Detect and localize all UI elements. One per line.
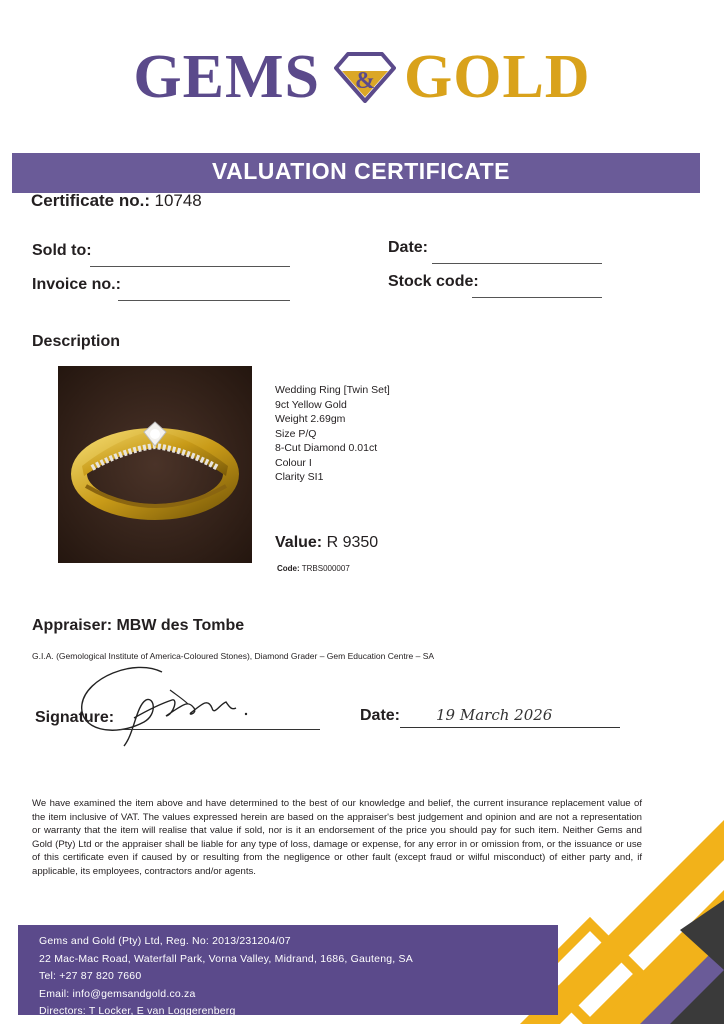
description-line: Wedding Ring [Twin Set]	[275, 384, 390, 396]
footer-line: Gems and Gold (Pty) Ltd, Reg. No: 2013/231204/07	[39, 935, 291, 947]
company-footer	[18, 925, 558, 1015]
ring-image-icon	[58, 366, 252, 563]
description-list	[275, 383, 390, 485]
footer-line: Email: info@gemsandgold.co.za	[39, 987, 196, 1000]
stock-code-label: Stock code:	[388, 273, 479, 290]
certificate-number-value: 10748	[154, 191, 202, 210]
invoice-line	[118, 300, 290, 301]
date-line	[432, 263, 602, 264]
stock-code-line	[472, 297, 602, 298]
description-line: 9ct Yellow Gold	[275, 398, 347, 411]
title-banner	[12, 153, 700, 193]
appraiser-credentials: G.I.A. (Gemological Institute of America-Coloured Stones), Diamond Grader – Gem Education Centre – SA	[32, 651, 435, 661]
value-label: Value:	[275, 534, 323, 551]
description-line: Colour I	[275, 456, 312, 469]
logo-ampersand: &	[355, 68, 375, 94]
footer-line: Tel: +27 87 820 7660	[39, 970, 142, 982]
sold-to-label: Sold to:	[32, 242, 92, 259]
disclaimer-text: We have examined the item above and have determined to the best of our knowledge and belief, the current insurance replacement value of the item inclusive of VAT. The values expressed herein are based on the appraiser's best judgement and opinion and are not a representation or warranty that the item will realise that value if sold, nor is it an endorsement of the price you should pay for such item. Neither Gems and Gold (Pty) Ltd or the appraiser shall be liable for any type of loss, damage or expense, for any error in or omission from, or the issuance or use of this certificate even if caused by or resulting from the negligence or other fault (except fraud or wilful misconduct) of either party and, if applicable, its employees, contractors and/or agents.	[32, 798, 642, 877]
description-heading: Description	[32, 333, 121, 350]
value-row	[275, 534, 378, 552]
description-line: Weight 2.69gm	[275, 413, 346, 425]
certificate-title: VALUATION CERTIFICATE	[212, 158, 510, 184]
description-line: Clarity SI1	[275, 471, 324, 483]
signature-line	[120, 729, 320, 730]
signature-date-value: 19 March 2026	[436, 706, 553, 724]
logo-word-gems: GEMS	[133, 43, 320, 111]
code-value: TRBS000007	[301, 564, 350, 573]
code-label: Code:	[277, 564, 300, 573]
description-line: Size P/Q	[275, 427, 317, 440]
signature-date-line	[400, 727, 620, 728]
diamond-logo-icon	[334, 51, 396, 103]
value-amount: R 9350	[326, 534, 379, 551]
footer-line: Directors: T Locker, E van Loggerenberg	[39, 1005, 236, 1017]
date-label: Date:	[388, 239, 429, 256]
logo-word-gold: GOLD	[404, 43, 591, 111]
footer-line: 22 Mac-Mac Road, Waterfall Park, Vorna Valley, Midrand, 1686, Gauteng, SA	[39, 952, 413, 965]
description-line: 8-Cut Diamond 0.01ct	[275, 442, 378, 454]
certificate-number-label: Certificate no.:	[31, 191, 151, 210]
ring-photo	[58, 366, 252, 563]
handwritten-signature	[74, 660, 274, 750]
signature-date-label: Date:	[360, 707, 401, 724]
company-logo	[0, 43, 724, 111]
appraiser-title: Appraiser: MBW des Tombe	[32, 617, 245, 634]
certificate-number-row	[31, 191, 202, 211]
code-row	[277, 564, 350, 573]
sold-to-line	[90, 266, 290, 267]
signature-label: Signature:	[35, 709, 115, 726]
invoice-label: Invoice no.:	[32, 276, 121, 293]
